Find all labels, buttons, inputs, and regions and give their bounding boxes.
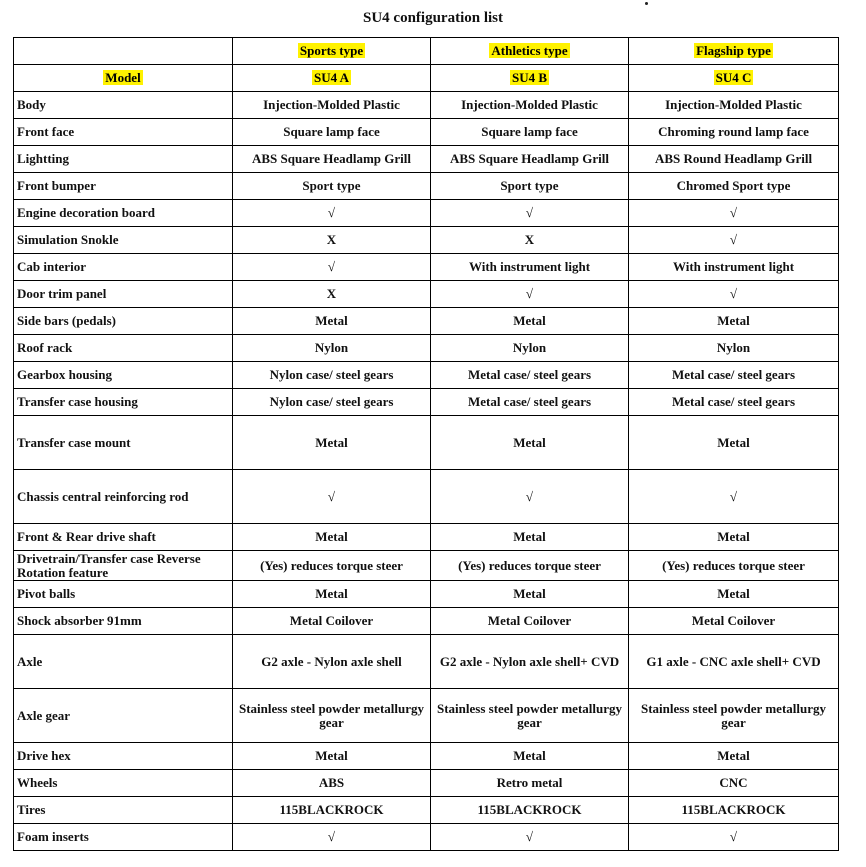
table-row <box>14 797 839 824</box>
table-row <box>14 200 839 227</box>
row-value: Stainless steel powder metallurgy gear <box>233 689 431 743</box>
row-value: CNC <box>629 770 839 797</box>
row-value: (Yes) reduces torque steer <box>431 551 629 581</box>
type-label-athletics: Athletics type <box>491 43 568 58</box>
row-value: Retro metal <box>431 770 629 797</box>
row-value: ABS <box>233 770 431 797</box>
table-row <box>14 524 839 551</box>
table-row <box>14 416 839 470</box>
row-value: √ <box>629 200 839 227</box>
table-row <box>14 308 839 335</box>
row-value: 115BLACKROCK <box>233 797 431 824</box>
row-label: Chassis central reinforcing rod <box>14 470 233 524</box>
row-value: Metal <box>431 524 629 551</box>
row-value: √ <box>629 824 839 851</box>
configuration-table <box>13 37 839 851</box>
row-label: Front & Rear drive shaft <box>14 524 233 551</box>
row-label: Cab interior <box>14 254 233 281</box>
row-label: Drivetrain/Transfer case Reverse Rotation feature <box>14 551 233 581</box>
row-value: Metal Coilover <box>629 608 839 635</box>
row-value: Metal <box>431 743 629 770</box>
row-value: √ <box>431 824 629 851</box>
model-label-cell <box>14 65 233 92</box>
header-type-cell <box>233 38 431 65</box>
table-row <box>14 146 839 173</box>
row-label: Gearbox housing <box>14 362 233 389</box>
row-value: Nylon <box>233 335 431 362</box>
row-value: √ <box>431 200 629 227</box>
row-label: Axle gear <box>14 689 233 743</box>
table-row <box>14 92 839 119</box>
table-row <box>14 770 839 797</box>
row-value: √ <box>233 824 431 851</box>
table-row <box>14 635 839 689</box>
row-value: Injection-Molded Plastic <box>629 92 839 119</box>
row-value: Stainless steel powder metallurgy gear <box>629 689 839 743</box>
model-su4-b: SU4 B <box>511 70 548 85</box>
table-row <box>14 608 839 635</box>
model-su4-c: SU4 C <box>715 70 752 85</box>
row-value: Metal <box>233 308 431 335</box>
row-value: Metal case/ steel gears <box>629 389 839 416</box>
row-label: Shock absorber 91mm <box>14 608 233 635</box>
row-value: √ <box>629 470 839 524</box>
header-type-cell <box>629 38 839 65</box>
row-value: Metal case/ steel gears <box>431 389 629 416</box>
type-label-sports: Sports type <box>299 43 364 58</box>
row-value: √ <box>431 281 629 308</box>
row-value: ABS Square Headlamp Grill <box>233 146 431 173</box>
model-su4-a: SU4 A <box>313 70 350 85</box>
row-value: Nylon <box>431 335 629 362</box>
row-value: Sport type <box>233 173 431 200</box>
row-value: 115BLACKROCK <box>629 797 839 824</box>
row-value: G2 axle - Nylon axle shell+ CVD <box>431 635 629 689</box>
row-value: √ <box>629 281 839 308</box>
table-row <box>14 362 839 389</box>
type-header-row <box>14 38 839 65</box>
row-label: Engine decoration board <box>14 200 233 227</box>
table-row <box>14 689 839 743</box>
row-value: Metal <box>629 308 839 335</box>
row-value: ABS Square Headlamp Grill <box>431 146 629 173</box>
row-value: Metal <box>431 416 629 470</box>
row-value: Metal <box>233 524 431 551</box>
row-value: √ <box>233 200 431 227</box>
model-header-row <box>14 65 839 92</box>
table-row <box>14 389 839 416</box>
model-cell <box>629 65 839 92</box>
row-value: Metal <box>233 581 431 608</box>
row-label: Side bars (pedals) <box>14 308 233 335</box>
row-value: ABS Round Headlamp Grill <box>629 146 839 173</box>
model-cell <box>431 65 629 92</box>
row-value: Nylon <box>629 335 839 362</box>
row-value: Metal <box>431 308 629 335</box>
header-blank-cell <box>14 38 233 65</box>
row-value: X <box>431 227 629 254</box>
row-value: Injection-Molded Plastic <box>233 92 431 119</box>
row-value: Metal Coilover <box>233 608 431 635</box>
table-row <box>14 581 839 608</box>
row-value: Nylon case/ steel gears <box>233 389 431 416</box>
row-value: G1 axle - CNC axle shell+ CVD <box>629 635 839 689</box>
row-value: Square lamp face <box>233 119 431 146</box>
type-label-flagship: Flagship type <box>696 43 771 58</box>
row-label: Transfer case housing <box>14 389 233 416</box>
row-value: (Yes) reduces torque steer <box>233 551 431 581</box>
row-label: Roof rack <box>14 335 233 362</box>
table-row <box>14 254 839 281</box>
page-title: SU4 configuration list <box>362 10 503 26</box>
row-value: Metal <box>629 581 839 608</box>
row-value: √ <box>629 227 839 254</box>
table-row <box>14 335 839 362</box>
row-label: Body <box>14 92 233 119</box>
table-row <box>14 551 839 581</box>
row-value: Metal <box>233 416 431 470</box>
row-value: Chromed Sport type <box>629 173 839 200</box>
table-row <box>14 173 839 200</box>
row-label: Foam inserts <box>14 824 233 851</box>
row-value: √ <box>233 470 431 524</box>
row-label: Simulation Snokle <box>14 227 233 254</box>
stray-dot <box>645 2 648 5</box>
row-label: Drive hex <box>14 743 233 770</box>
table-row <box>14 470 839 524</box>
table-body <box>14 38 839 851</box>
row-label: Front face <box>14 119 233 146</box>
row-value: Square lamp face <box>431 119 629 146</box>
row-value: X <box>233 227 431 254</box>
row-label: Wheels <box>14 770 233 797</box>
row-value: X <box>233 281 431 308</box>
row-label: Tires <box>14 797 233 824</box>
row-value: With instrument light <box>431 254 629 281</box>
row-value: 115BLACKROCK <box>431 797 629 824</box>
row-value: G2 axle - Nylon axle shell <box>233 635 431 689</box>
row-value: Chroming round lamp face <box>629 119 839 146</box>
table-row <box>14 743 839 770</box>
model-cell <box>233 65 431 92</box>
row-value: Metal <box>233 743 431 770</box>
row-value: √ <box>233 254 431 281</box>
row-label: Door trim panel <box>14 281 233 308</box>
row-label: Front bumper <box>14 173 233 200</box>
table-row <box>14 824 839 851</box>
row-label: Axle <box>14 635 233 689</box>
row-value: Metal case/ steel gears <box>629 362 839 389</box>
row-value: Injection-Molded Plastic <box>431 92 629 119</box>
row-value: Nylon case/ steel gears <box>233 362 431 389</box>
model-label: Model <box>105 70 141 85</box>
row-label: Pivot balls <box>14 581 233 608</box>
row-label: Transfer case mount <box>14 416 233 470</box>
row-value: Stainless steel powder metallurgy gear <box>431 689 629 743</box>
row-value: Metal <box>629 743 839 770</box>
table-row <box>14 119 839 146</box>
row-value: Metal Coilover <box>431 608 629 635</box>
row-value: Metal <box>431 581 629 608</box>
row-value: With instrument light <box>629 254 839 281</box>
row-label: Lightting <box>14 146 233 173</box>
row-value: Metal case/ steel gears <box>431 362 629 389</box>
header-type-cell <box>431 38 629 65</box>
row-value: Metal <box>629 416 839 470</box>
row-value: Sport type <box>431 173 629 200</box>
table-row <box>14 227 839 254</box>
row-value: √ <box>431 470 629 524</box>
table-row <box>14 281 839 308</box>
row-value: (Yes) reduces torque steer <box>629 551 839 581</box>
row-value: Metal <box>629 524 839 551</box>
